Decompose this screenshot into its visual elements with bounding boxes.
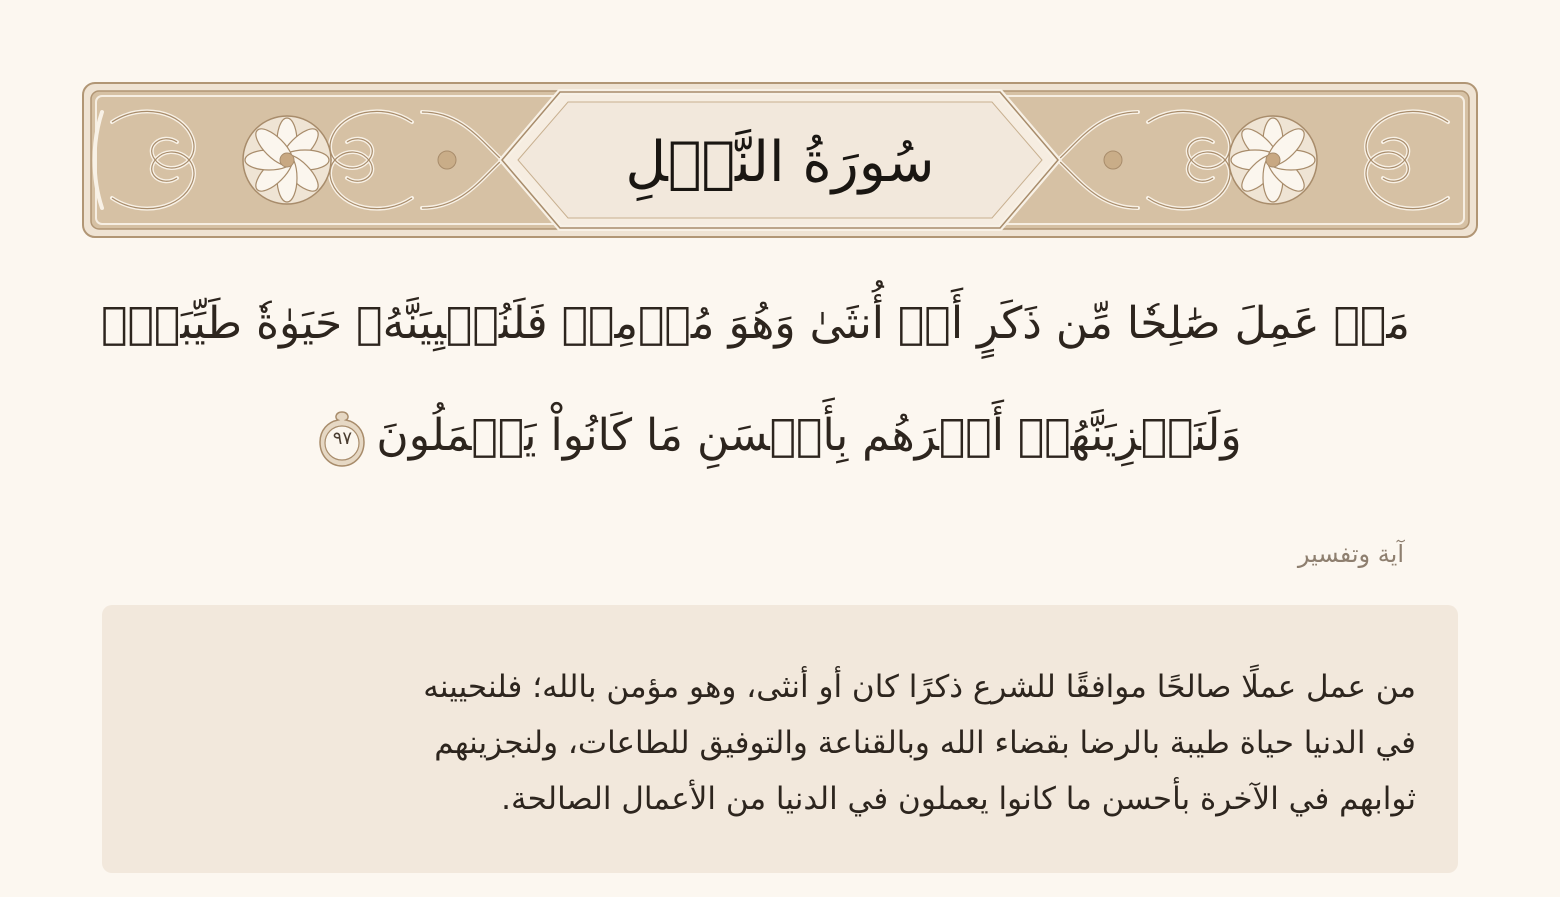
tafsir-text [154,659,1416,827]
verse-line-2-text: وَلَنَجۡزِيَنَّهُمۡ أَجۡرَهُم بِأَحۡسَنِ مَا كَانُواْ يَعۡمَلُونَ [376,410,1242,461]
section-label: آية وتفسير [1297,540,1404,568]
surah-title: سُورَةُ النَّحۡلِ [625,129,935,195]
verse-line-2 [150,380,1410,492]
ayah-number: ٩٧ [332,427,353,449]
tafsir-line-1: من عمل عملًا صالحًا موافقًا للشرع ذكرًا كان أو أنثى، وهو مؤمن بالله؛ فلنحيينه [423,669,1416,705]
verse-text [101,268,1410,492]
surah-header-banner [82,82,1478,238]
tafsir-box [102,605,1458,873]
verse-line-1: مَنۡ عَمِلَ صَٰلِحٗا مِّن ذَكَرٍ أَوۡ أُنثَىٰ وَهُوَ مُؤۡمِنٞ فَلَنُحۡيِيَنَّهُۥ حَيَوٰةٗ طَيِّبَةٗۖ [101,298,1410,349]
ayah-end-marker-icon [318,410,366,468]
tafsir-line-2: في الدنيا حياة طيبة بالرضا بقضاء الله وبالقناعة والتوفيق للطاعات، ولنجزينهم [434,725,1416,761]
tafsir-line-3: ثوابهم في الآخرة بأحسن ما كانوا يعملون في الدنيا من الأعمال الصالحة. [501,781,1416,817]
